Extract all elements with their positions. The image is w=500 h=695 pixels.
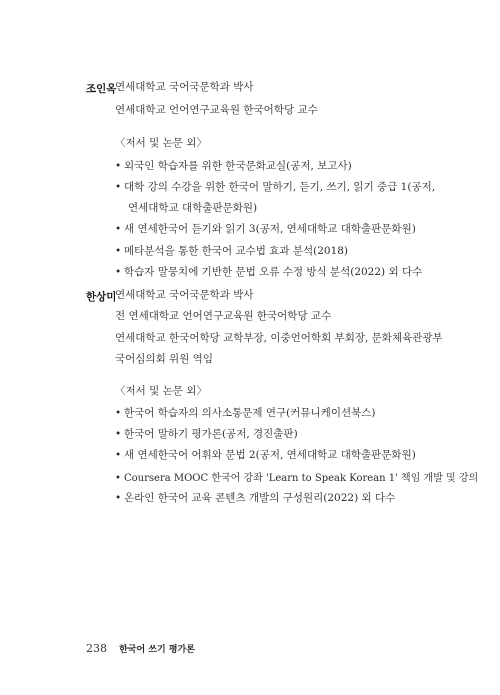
bullet-icon: • — [115, 266, 122, 278]
bullet-icon: • — [115, 407, 122, 419]
author-affiliation: 연세대학교 국어국문학과 박사 — [115, 81, 254, 93]
author-affiliation: 전 연세대학교 언어연구교육원 한국어학당 교수 — [115, 310, 332, 322]
bullet-icon: • — [115, 223, 122, 235]
list-item: • 새 연세한국어 듣기와 읽기 3(공저, 연세대학교 대학출판문화원) — [115, 223, 416, 235]
author-affiliation: 연세대학교 국어국문학과 박사 — [115, 289, 254, 301]
author-affiliation: 국어심의회 위원 역임 — [115, 353, 213, 365]
list-item: • 한국어 학습자의 의사소통문제 연구(커뮤니케이션북스) — [115, 407, 376, 419]
running-title: 한국어 쓰기 평가론 — [119, 645, 195, 655]
list-item: • 학습자 말뭉치에 기반한 문법 오류 수정 방식 분석(2022) 외 다수 — [115, 266, 423, 278]
author-name: 한상미 — [86, 291, 117, 303]
list-item: • 한국어 말하기 평가론(공저, 경진출판) — [115, 428, 298, 440]
bullet-icon: • — [115, 181, 122, 193]
list-item: • 메타분석을 통한 한국어 교수법 효과 분석(2018) — [115, 245, 349, 257]
list-item: • 온라인 한국어 교육 콘텐츠 개발의 구성원리(2022) 외 다수 — [115, 492, 396, 504]
list-item: • 대학 강의 수강을 위한 한국어 말하기, 듣기, 쓰기, 읽기 중급 1(공저, — [115, 181, 436, 193]
works-heading: 〈저서 및 논문 외〉 — [115, 385, 207, 397]
bullet-icon: • — [115, 428, 122, 440]
author-affiliation: 연세대학교 한국어학당 교학부장, 이중언어학회 부회장, 문화체육관광부 — [115, 332, 443, 344]
bullet-icon: • — [115, 449, 122, 461]
bullet-icon: • — [115, 473, 121, 484]
page-footer — [86, 637, 195, 656]
author-affiliation: 연세대학교 언어연구교육원 한국어학당 교수 — [115, 104, 318, 116]
bullet-icon: • — [115, 160, 122, 172]
works-heading: 〈저서 및 논문 외〉 — [115, 137, 207, 149]
list-item: • 외국인 학습자를 위한 한국문화교실(공저, 보고사) — [115, 160, 352, 172]
page-number: 238 — [86, 642, 107, 655]
bullet-icon: • — [115, 492, 122, 504]
list-item-continued: 연세대학교 대학출판문화원) — [128, 202, 258, 214]
bullet-icon: • — [115, 245, 122, 257]
list-item: • Coursera MOOC 한국어 강좌 'Learn to Speak Korean 1' 책임 개발 및 강의 — [115, 473, 479, 484]
list-item: • 새 연세한국어 어휘와 문법 2(공저, 연세대학교 대학출판문화원) — [115, 449, 416, 461]
author-name: 조인옥 — [86, 83, 117, 95]
